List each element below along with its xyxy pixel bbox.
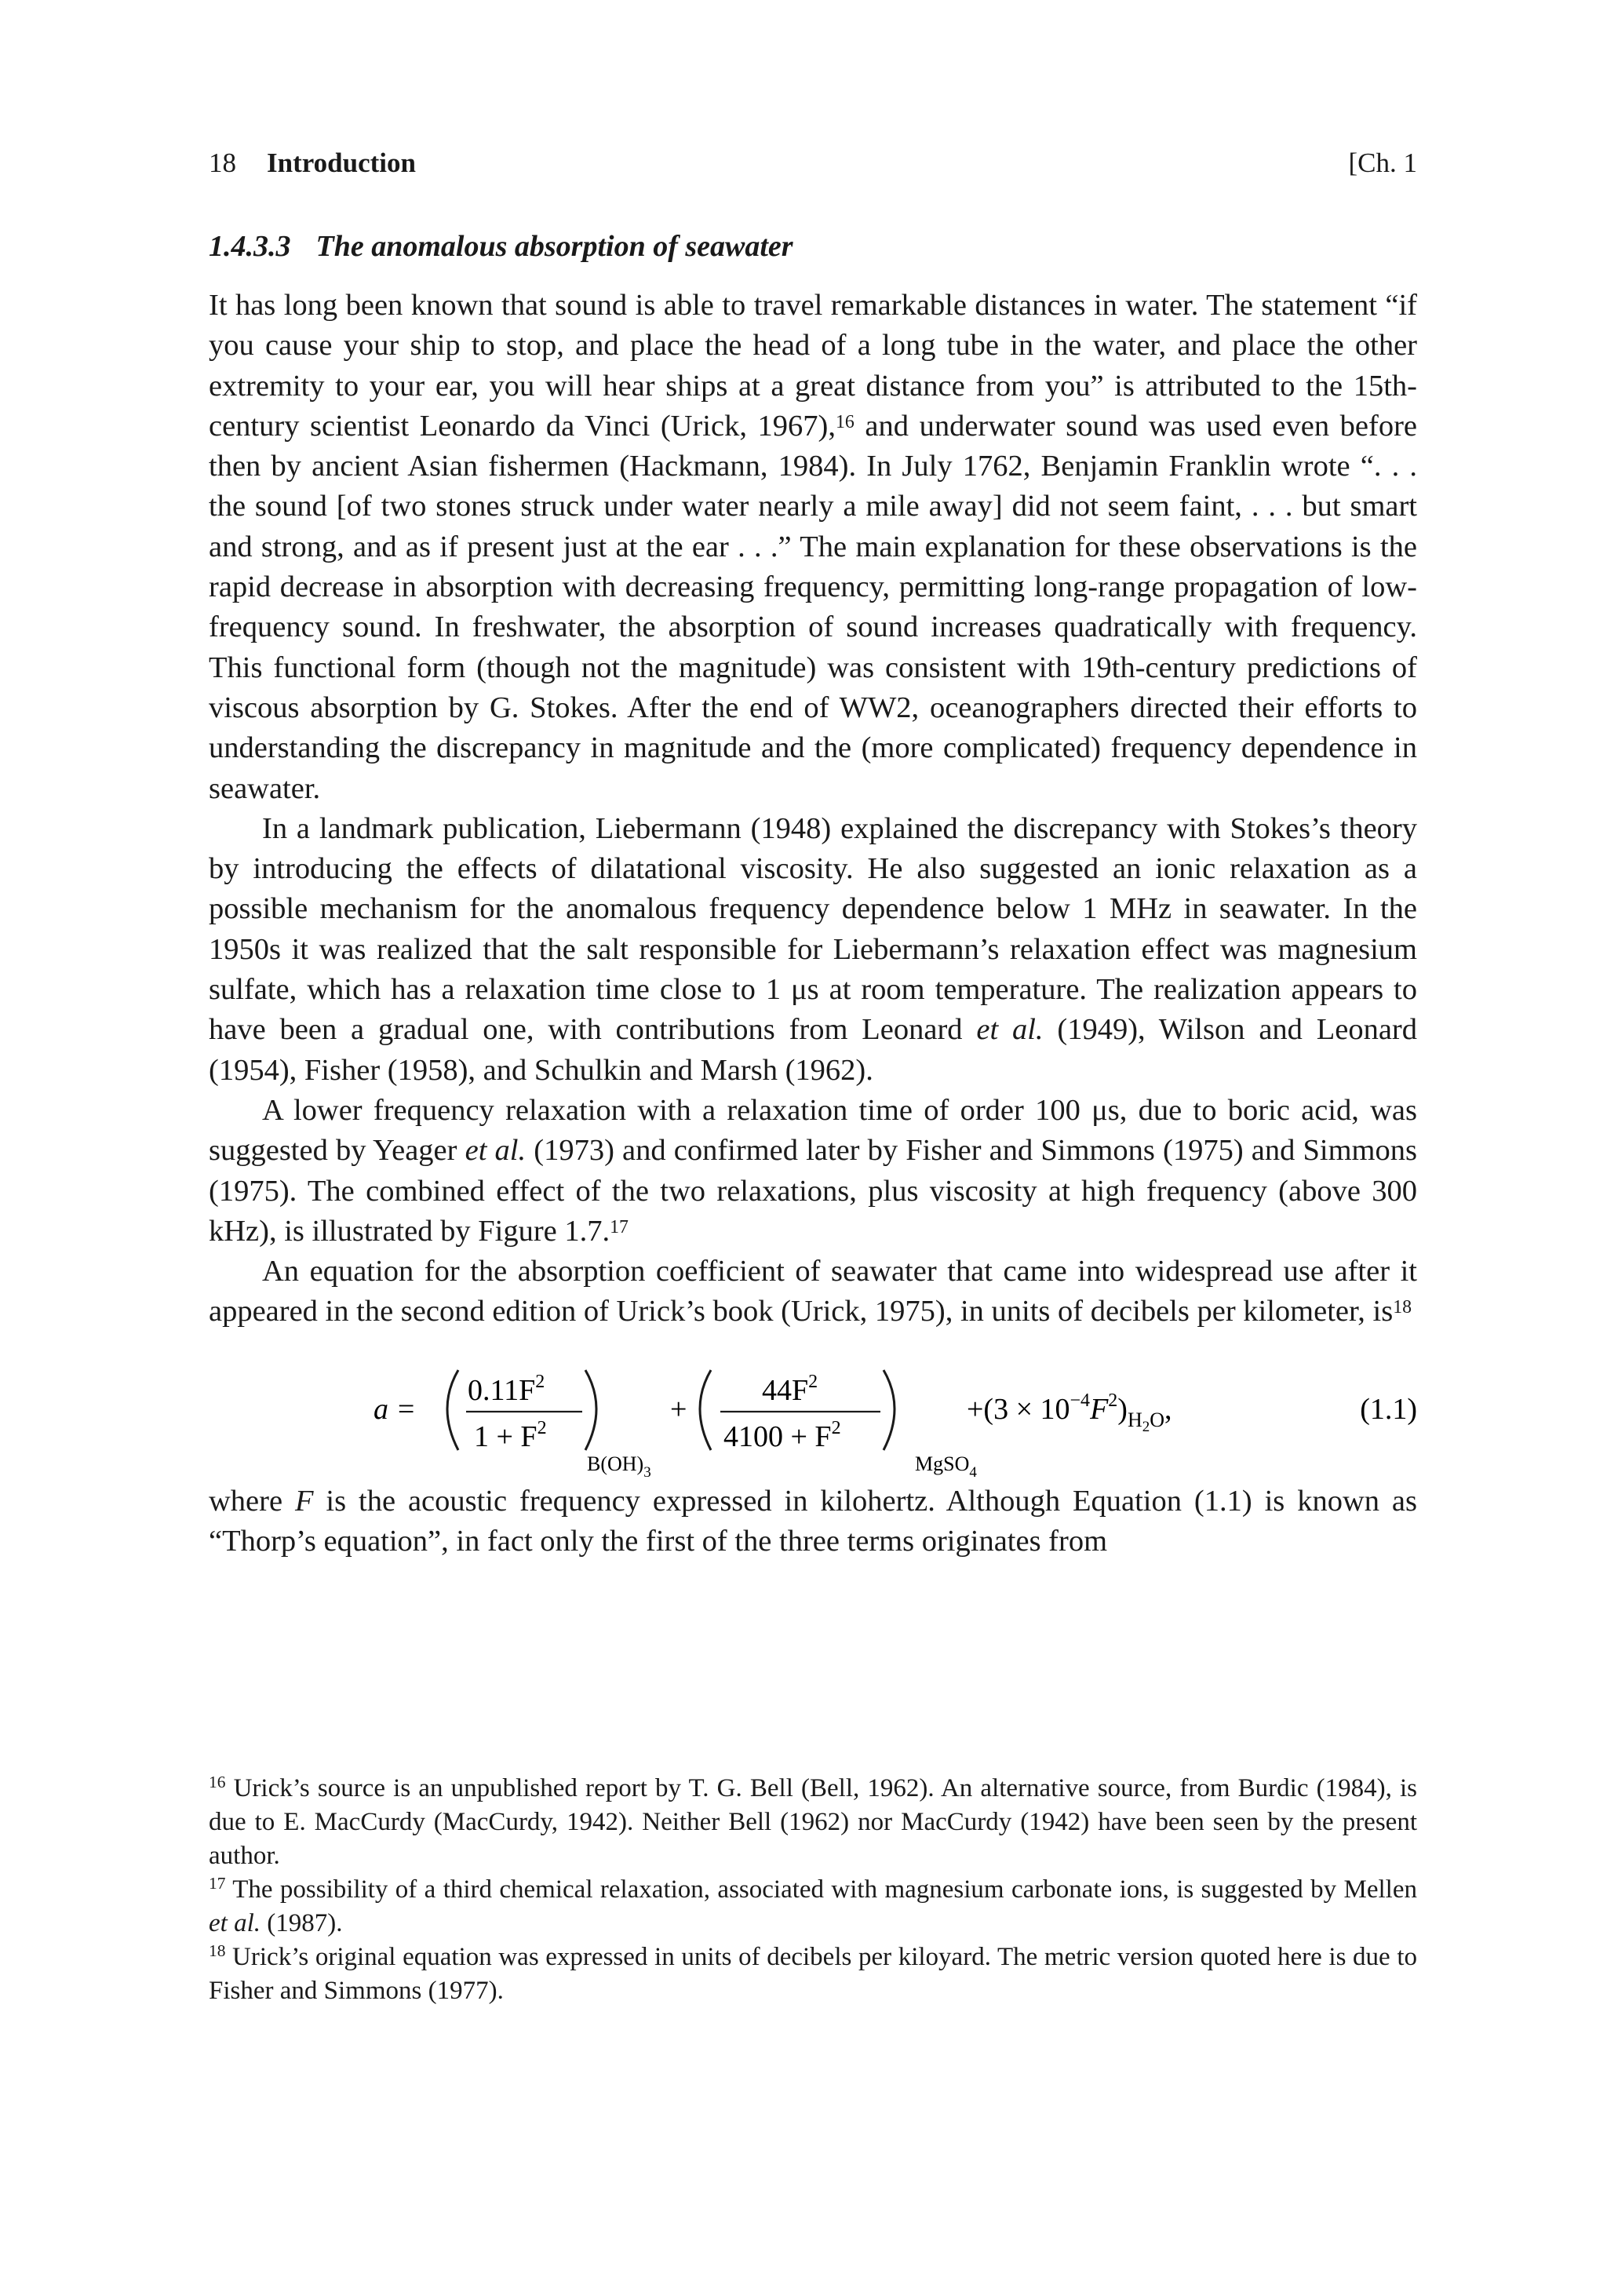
footnote-ref-17: 17 (610, 1216, 629, 1237)
eq-term2-subscript: MgSO$_4$ (915, 1452, 977, 1481)
paragraph-1 (209, 286, 1417, 809)
et-al: et al. (209, 1909, 261, 1937)
chapter-label: [Ch. 1 (1348, 148, 1417, 178)
paragraph-text: (1973) and confirmed later by Fisher and Simmons (1975) and Simmons (1975). The combined effect of the two relaxations, plus viscosity at high frequency (above 300 kHz), is illustrated by Figure 1.7. (209, 1134, 1417, 1248)
paragraph-text: An equation for the absorption coefficient of seawater that came into widespread use after it appeared in the second edition of Urick’s book (Urick, 1975), in units of decibels per kilometer, is (209, 1255, 1417, 1328)
page-number: 18 (209, 148, 236, 178)
eq-term1-subscript: $B(OH)_3$ (587, 1452, 651, 1481)
eq-term3: $+(3 \times 10^{-4}F^2)_H2O$, (967, 1390, 1172, 1435)
paragraph-text: In a landmark publication, Liebermann (1948) explained the discrepancy with Stokes’s theory by introducing the effects of dilatational viscosity. He also suggested an ionic relaxation as a possible mechanism for the anomalous frequency dependence below 1 MHz in seawater. In the 1950s it was realized that the salt responsible for Liebermann’s relaxation effect was magnesium sulfate, which has a relaxation time close to 1 μs at room temperature. The realization appears to have been a gradual one, with contributions from Leonard (209, 811, 1417, 1047)
footnote-text: Urick’s original equation was expressed in units of decibels per kiloyard. The metric version quoted here is due to Fisher and Simmons (1977). (209, 1943, 1417, 2005)
paragraph-5 (209, 1481, 1417, 1562)
equation-graphic (209, 1332, 1417, 1481)
left-paren (447, 1370, 458, 1450)
footnote-text: Urick’s source is an unpublished report by T. G. Bell (Bell, 1962). An alternative source, from Burdic (1984), is due to E. MacCurdy (MacCurdy, 1942). Neither Bell (1962) nor MacCurdy (1942) have been seen by the present author. (209, 1774, 1417, 1870)
paragraph-text: It has long been known that sound is able to travel remarkable distances in water. The statement “if you cause your ship to stop, and place the head of a long tube in the water, and place the other extremity to your ear, you will hear ships at a great distance from you” is attributed to the 15th-century scientist Leonardo da Vinci (Urick, 1967), (209, 289, 1417, 443)
paragraph-text: where (209, 1484, 295, 1518)
eq-lhs: a = (374, 1392, 417, 1426)
paragraph-text: (1949), Wilson and Leonard (1954), Fisher (1958), and Schulkin and Marsh (1962). (209, 1013, 1418, 1087)
right-paren (585, 1370, 596, 1450)
footnote-17 (209, 1873, 1417, 1941)
footnotes (209, 1772, 1417, 2008)
et-al: et al. (465, 1134, 527, 1168)
paragraph-text: is the acoustic frequency expressed in kilohertz. Although Equation (1.1) is known as “Thorp’s equation”, in fact only the first of the three terms originates from (209, 1484, 1417, 1558)
equation-1-1 (209, 1332, 1417, 1481)
section-number: 1.4.3.3 (209, 230, 291, 263)
eq-plus: + (670, 1392, 687, 1426)
footnote-16 (209, 1772, 1417, 1873)
right-paren (884, 1370, 895, 1450)
paragraph-text: A lower frequency relaxation with a relaxation time of order 100 μs, due to boric acid, was suggested by Yeager (209, 1093, 1417, 1168)
footnote-18 (209, 1941, 1417, 2008)
eq-term2-denominator: $4100 + F^2$ (723, 1417, 841, 1453)
eq-term2-numerator: $44F^2$ (762, 1371, 818, 1407)
paragraph-4 (209, 1252, 1417, 1332)
eq-term1-numerator: $0.11F^2$ (468, 1371, 545, 1407)
variable-F: F (294, 1484, 314, 1518)
footnote-mark: 16 (209, 1773, 226, 1792)
paragraph-2 (209, 809, 1417, 1091)
eq-term1-denominator: $1 + F^2$ (474, 1417, 547, 1453)
paragraph-text: and underwater sound was used even before then by ancient Asian fishermen (Hackmann, 1984). In July 1762, Benjamin Franklin wrote “. . . the sound [of two stones struck under water nearly a mile away] did not seem faint, . . . but smart and strong, and as if present just at the ear . . .” The main explanation for these observations is the rapid decrease in absorption with decreasing frequency, permitting long-range propagation of low-frequency sound. In freshwater, the absorption of sound increases quadratically with frequency. This functional form (though not the magnitude) was consistent with 19th-century predictions of viscous absorption by G. Stokes. After the end of WW2, oceanographers directed their efforts to understanding the discrepancy in magnitude and the (more complicated) frequency dependence in seawater. (209, 409, 1417, 805)
section-title: The anomalous absorption of seawater (315, 230, 793, 263)
paragraph-3 (209, 1091, 1417, 1252)
footnote-text: The possibility of a third chemical relaxation, associated with magnesium carbonate ions, is suggested by Mellen (225, 1875, 1417, 1904)
section-heading (209, 228, 793, 265)
body-text (209, 286, 1417, 1562)
footnote-ref-18: 18 (1393, 1297, 1412, 1318)
running-head-title: Introduction (267, 148, 416, 178)
equation-number: (1.1) (1360, 1392, 1417, 1426)
footnote-text: (1987). (260, 1909, 343, 1937)
et-al: et al. (976, 1013, 1044, 1047)
footnote-mark: 17 (209, 1874, 226, 1893)
footnote-mark: 18 (209, 1941, 226, 1961)
running-head (209, 146, 1417, 180)
footnote-ref-16: 16 (835, 411, 855, 432)
left-paren (700, 1370, 711, 1450)
